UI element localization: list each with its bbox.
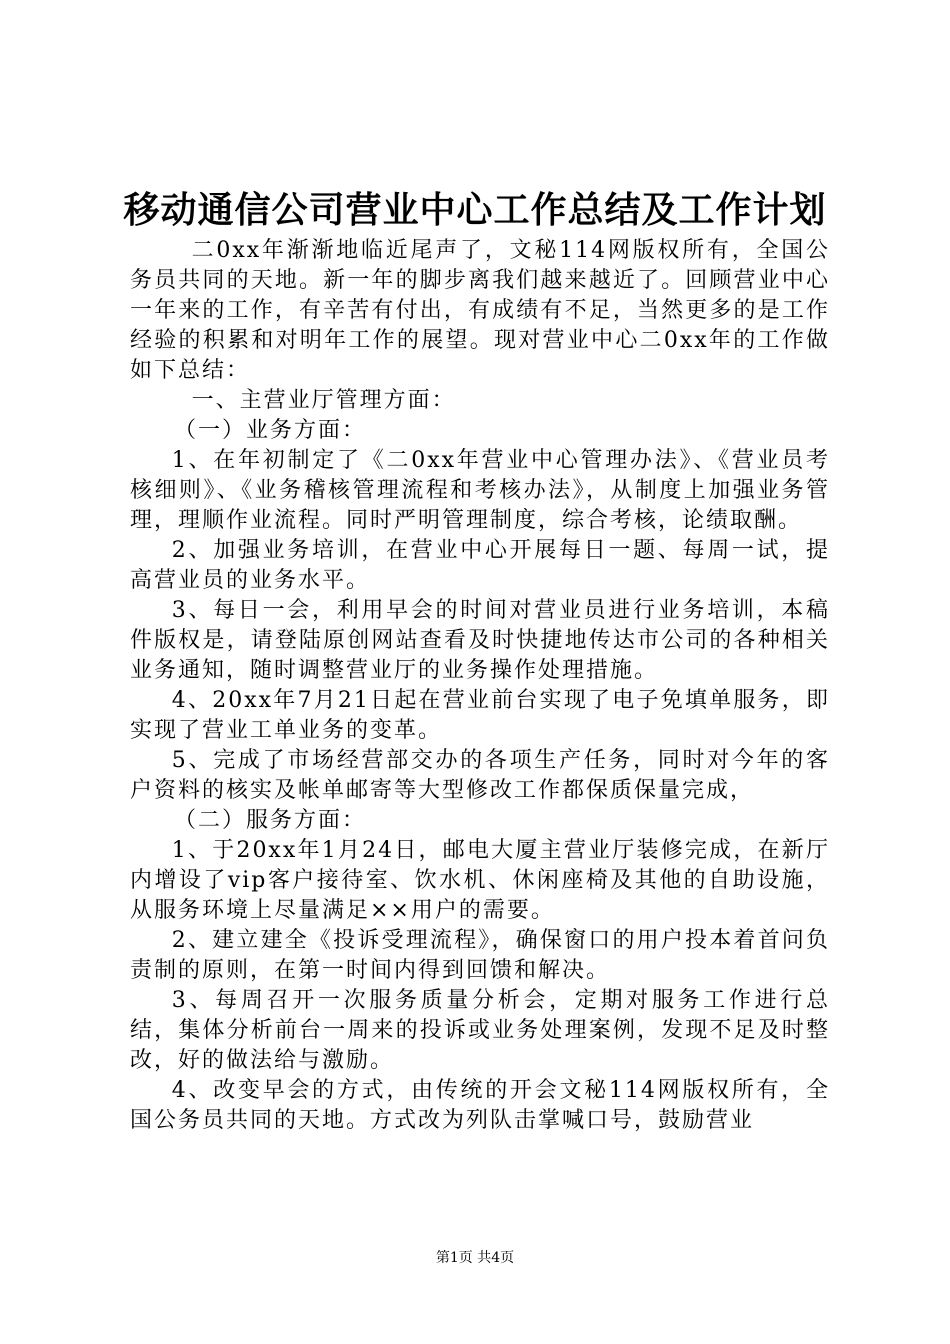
section-heading-1: 一、主营业厅管理方面：	[191, 388, 456, 413]
business-item-3: 3、每日一会，利用早会的时间对营业员进行业务培训，本稿件版权是，请登陆原创网站查看及时快捷地传达市公司的各种相关业务通知，随时调整营业厅的业务操作处理措施。	[130, 598, 830, 683]
business-item-1: 1、在年初制定了《二0xx年营业中心管理办法》、《营业员考核细则》、《业务稽核管理流程和考核办法》，从制度上加强业务管理，理顺作业流程。同时严明管理制度，综合考核，论绩取酬。	[130, 448, 830, 533]
business-item-4: 4、20xx年7月21日起在营业前台实现了电子免填单服务，即实现了营业工单业务的变革。	[130, 688, 830, 743]
service-item-2: 2、建立建全《投诉受理流程》，确保窗口的用户投本着首问负责制的原则，在第一时间内得到回馈和解决。	[130, 928, 830, 983]
service-item-1: 1、于20xx年1月24日，邮电大厦主营业厅装修完成，在新厅内增设了vip客户接待室、饮水机、休闲座椅及其他的自助设施，从服务环境上尽量满足××用户的需要。	[130, 838, 830, 923]
business-item-2: 2、加强业务培训，在营业中心开展每日一题、每周一试，提高营业员的业务水平。	[130, 538, 830, 593]
document-body	[130, 236, 830, 1136]
business-item-5: 5、完成了市场经营部交办的各项生产任务，同时对今年的客户资料的核实及帐单邮寄等大型修改工作都保质保量完成，	[130, 748, 830, 803]
page-number-footer: 第1页 共4页	[435, 1250, 515, 1266]
subsection-heading-business: （一）业务方面：	[174, 418, 367, 443]
intro-paragraph: 二0xx年渐渐地临近尾声了，文秘114网版权所有，全国公务员共同的天地。新一年的脚步离我们越来越近了。回顾营业中心一年来的工作，有辛苦有付出，有成绩有不足，当然更多的是工作经验的积累和对明年工作的展望。现对营业中心二0xx年的工作做如下总结：	[130, 238, 830, 383]
service-item-4: 4、改变早会的方式，由传统的开会文秘114网版权所有，全国公务员共同的天地。方式改为列队击掌喊口号，鼓励营业	[130, 1078, 830, 1133]
subsection-heading-service: （二）服务方面：	[174, 808, 367, 833]
document-title: 移动通信公司营业中心工作总结及工作计划	[123, 189, 827, 231]
service-item-3: 3、每周召开一次服务质量分析会，定期对服务工作进行总结，集体分析前台一周来的投诉或业务处理案例，发现不足及时整改，好的做法给与激励。	[130, 988, 830, 1073]
